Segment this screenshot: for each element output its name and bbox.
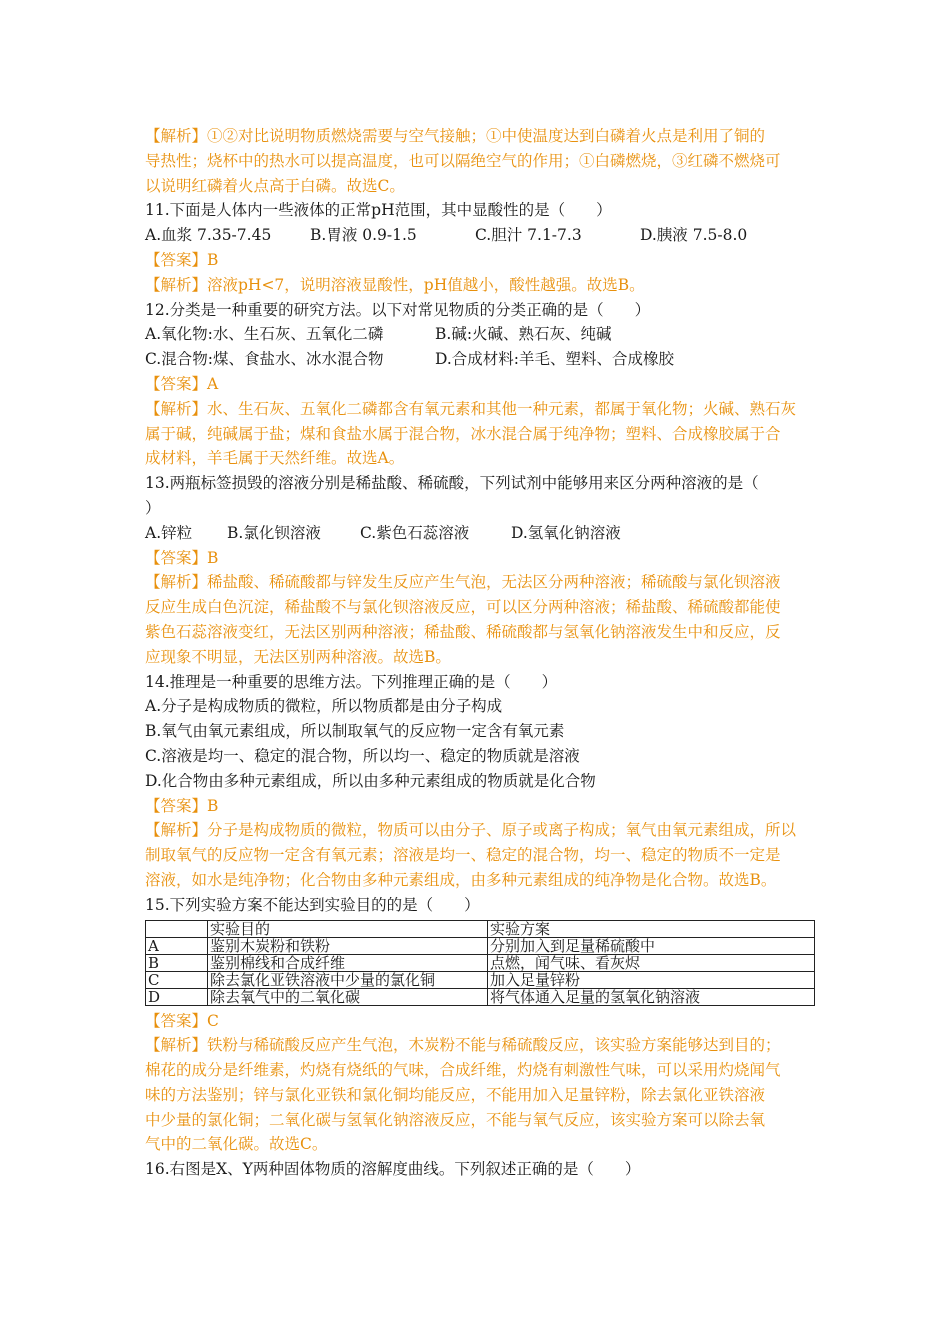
q13-option-d: D.氢氧化钠溶液 [511, 523, 621, 542]
exam-page [145, 124, 815, 1182]
q12-options-row2 [145, 347, 815, 372]
q13-analysis-line: 反应生成白色沉淀，稀盐酸不与氯化钡溶液反应，可以区分两种溶液；稀盐酸、稀硫酸都能使 [145, 598, 781, 617]
q15-analysis-line: 气中的二氧化碳。故选C。 [145, 1135, 328, 1154]
q11-option-a: A.血浆 7.35-7.45 [145, 226, 272, 245]
q15-analysis-line: 【解析】铁粉与稀硫酸反应产生气泡，木炭粉不能与稀硫酸反应，该实验方案能够达到目的； [145, 1036, 781, 1055]
table-cell: 除去氧气中的二氧化碳 [208, 988, 488, 1005]
q13-option-b: B.氯化钡溶液 [227, 523, 321, 542]
table-cell: B [146, 954, 208, 971]
q14-option-d: D.化合物由多种元素组成，所以由多种元素组成的物质就是化合物 [145, 771, 596, 790]
q16-stem: 16.右图是X、Y两种固体物质的溶解度曲线。下列叙述正确的是（ ） [145, 1160, 641, 1179]
q15-analysis-line: 中少量的氯化铜；二氧化碳与氢氧化钠溶液反应，不能与氧气反应，该实验方案可以除去氧 [145, 1110, 766, 1129]
table-cell: 分别加入到足量稀硫酸中 [488, 937, 815, 954]
table-header-cell: 实验方案 [488, 920, 815, 937]
table-cell: D [146, 988, 208, 1005]
q12-option-c: C.混合物:煤、食盐水、冰水混合物 [145, 350, 384, 369]
q10-analysis-line: 【解析】①②对比说明物质燃烧需要与空气接触；①中使温度达到白磷着火点是利用了铜的 [145, 127, 766, 145]
q10-analysis-line: 导热性；烧杯中的热水可以提高温度，也可以隔绝空气的作用；①白磷燃烧，③红磷不燃烧可 [145, 151, 781, 170]
q12-option-b: B.碱:火碱、熟石灰、纯碱 [435, 325, 612, 344]
table-header-row [146, 920, 815, 937]
q11-option-b: B.胃液 0.9-1.5 [310, 226, 417, 245]
table-row [146, 937, 815, 954]
q11-option-c: C.胆汁 7.1-7.3 [475, 226, 582, 245]
q14-option-c: C.溶液是均一、稳定的混合物，所以均一、稳定的物质就是溶液 [145, 746, 580, 765]
q15-analysis-line: 味的方法鉴别；锌与氯化亚铁和氯化铜均能反应，不能用加入足量锌粉，除去氯化亚铁溶液 [145, 1085, 766, 1104]
q11-analysis-line: 【解析】溶液pH<7，说明溶液显酸性，pH值越小，酸性越强。故选B。 [145, 275, 645, 294]
q15-analysis-line: 棉花的成分是纤维素，灼烧有烧纸的气味，合成纤维，灼烧有刺激性气味，可以采用灼烧闻气 [145, 1061, 781, 1080]
q11-stem: 11.下面是人体内一些液体的正常pH范围，其中显酸性的是（ ） [145, 201, 612, 220]
table-row [146, 971, 815, 988]
table-header-cell: 实验目的 [208, 920, 488, 937]
q14-answer: 【答案】B [145, 796, 219, 815]
table-cell: 鉴别棉线和合成纤维 [208, 954, 488, 971]
q12-option-d: D.合成材料:羊毛、塑料、合成橡胶 [435, 350, 675, 369]
q13-stem: 13.两瓶标签损毁的溶液分别是稀盐酸、稀硫酸，下列试剂中能够用来区分两种溶液的是（ [145, 474, 759, 493]
table-cell: 点燃，闻气味、看灰烬 [488, 954, 815, 971]
table-row [146, 954, 815, 971]
q15-experiment-table [145, 920, 815, 1006]
table-cell: C [146, 971, 208, 988]
table-cell: 将气体通入足量的氢氧化钠溶液 [488, 988, 815, 1005]
q14-option-b: B.氧气由氧元素组成，所以制取氧气的反应物一定含有氧元素 [145, 722, 565, 741]
q12-stem: 12.分类是一种重要的研究方法。以下对常见物质的分类正确的是（ ） [145, 300, 651, 319]
q13-option-c: C.紫色石蕊溶液 [360, 523, 470, 542]
q14-analysis-line: 制取氧气的反应物一定含有氧元素；溶液是均一、稳定的混合物，均一、稳定的物质不一定是 [145, 846, 781, 865]
q12-option-a: A.氧化物:水、生石灰、五氧化二磷 [145, 325, 384, 344]
q15-answer: 【答案】C [145, 1011, 219, 1030]
q15-stem: 15.下列实验方案不能达到实验目的的是（ ） [145, 895, 480, 914]
q11-option-d: D.胰液 7.5-8.0 [640, 226, 748, 245]
q13-analysis-line: 紫色石蕊溶液变红，无法区别两种溶液；稀盐酸、稀硫酸都与氢氧化钠溶液发生中和反应，反 [145, 622, 781, 641]
q12-analysis-line: 属于碱，纯碱属于盐；煤和食盐水属于混合物，冰水混合属于纯净物；塑料、合成橡胶属于合 [145, 424, 781, 443]
table-cell: 除去氯化亚铁溶液中少量的氯化铜 [208, 971, 488, 988]
q13-stem-cont: ） [145, 498, 161, 517]
table-cell: 加入足量锌粉 [488, 971, 815, 988]
q14-analysis-line: 【解析】分子是构成物质的微粒，物质可以由分子、原子或离子构成；氧气由氧元素组成，所以 [145, 821, 797, 840]
table-cell: A [146, 937, 208, 954]
q14-option-a: A.分子是构成物质的微粒，所以物质都是由分子构成 [145, 697, 503, 716]
q10-analysis-line: 以说明红磷着火点高于白磷。故选C。 [145, 176, 405, 195]
q13-analysis-line: 【解析】稀盐酸、稀硫酸都与锌发生反应产生气泡，无法区分两种溶液；稀硫酸与氯化钡溶液 [145, 573, 781, 592]
q13-analysis-line: 应现象不明显，无法区别两种溶液。故选B。 [145, 647, 451, 666]
table-cell: 鉴别木炭粉和铁粉 [208, 937, 488, 954]
table-row [146, 988, 815, 1005]
q11-answer: 【答案】B [145, 250, 219, 269]
q14-analysis-line: 溶液，如水是纯净物；化合物由多种元素组成，由多种元素组成的纯净物是化合物。故选B。 [145, 870, 777, 889]
q13-options [145, 521, 815, 546]
q12-analysis-line: 【解析】水、生石灰、五氧化二磷都含有氧元素和其他一种元素，都属于氧化物；火碱、熟石灰 [145, 399, 797, 418]
q12-analysis-line: 成材料，羊毛属于天然纤维。故选A。 [145, 449, 405, 468]
q13-option-a: A.锌粒 [145, 523, 193, 542]
q13-answer: 【答案】B [145, 548, 219, 567]
table-header-cell [146, 920, 208, 937]
q12-answer: 【答案】A [145, 374, 219, 393]
q14-stem: 14.推理是一种重要的思维方法。下列推理正确的是（ ） [145, 672, 558, 691]
q11-options [145, 223, 815, 248]
q12-options-row1 [145, 322, 815, 347]
